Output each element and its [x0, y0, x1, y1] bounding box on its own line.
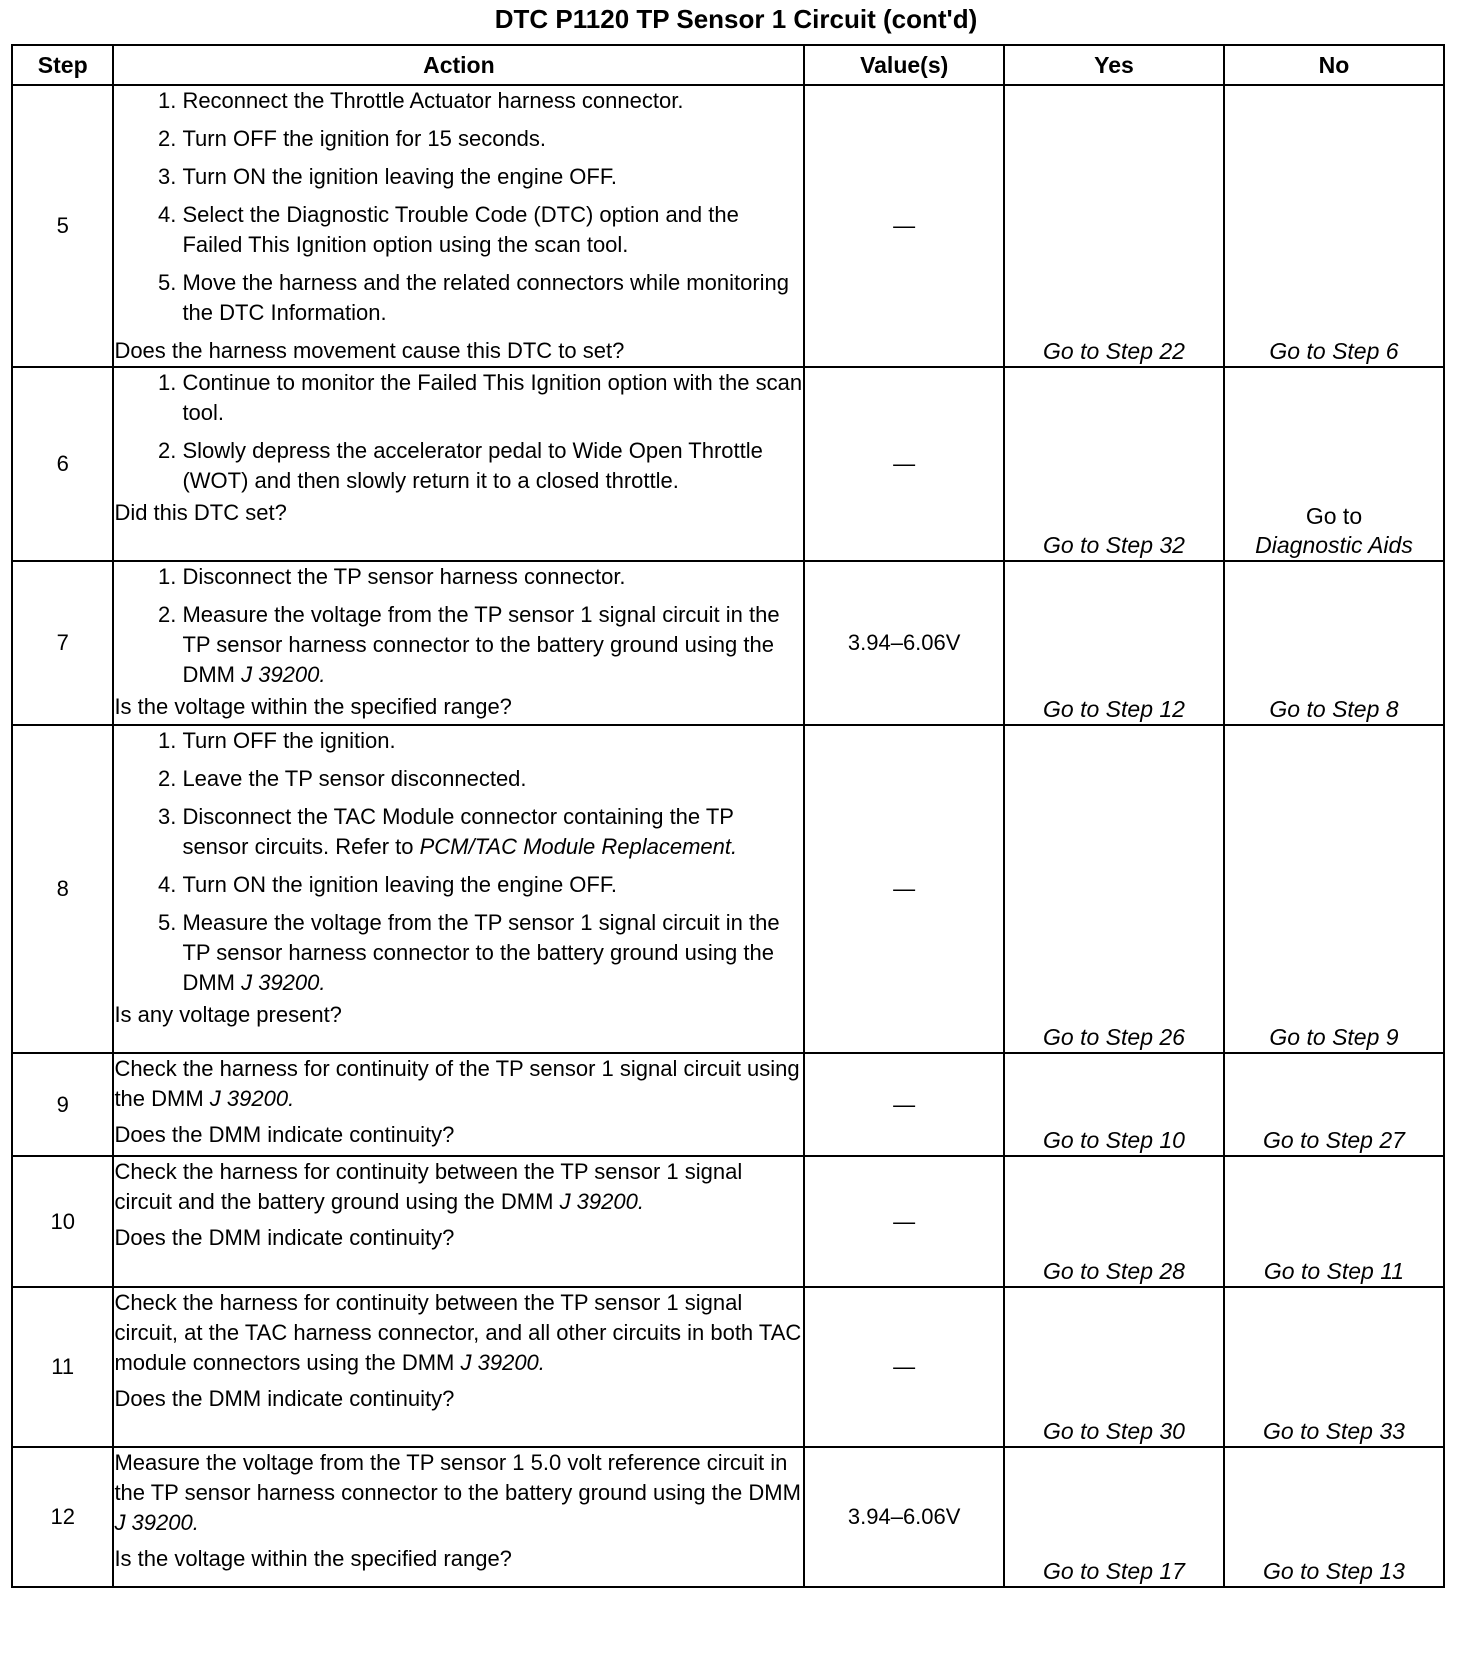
diagnostic-table [11, 44, 1445, 1588]
yes-cell: Go to Step 32 [1004, 367, 1224, 561]
step-number: 12 [12, 1447, 113, 1587]
value-cell: — [804, 85, 1004, 367]
yes-cell: Go to Step 30 [1004, 1287, 1224, 1447]
step-number: 5 [12, 85, 113, 367]
action-text-body: Check the harness for continuity of the TP sensor 1 signal circuit using the DMM [114, 1056, 800, 1111]
yes-cell: Go to Step 17 [1004, 1447, 1224, 1587]
page-title: DTC P1120 TP Sensor 1 Circuit (cont'd) [494, 4, 978, 34]
action-cell [113, 1156, 804, 1287]
no-cell: Go to Step 11 [1224, 1156, 1444, 1287]
yes-cell: Go to Step 22 [1004, 85, 1224, 367]
action-question: Does the harness movement cause this DTC to set? [114, 338, 625, 363]
no-cell-prefix: Go to [1305, 503, 1363, 529]
no-cell-link: Diagnostic Aids [1255, 532, 1413, 558]
action-item [182, 908, 803, 998]
action-text [114, 1054, 803, 1114]
no-cell: Go to Step 27 [1224, 1053, 1444, 1156]
no-cell [1224, 367, 1444, 561]
header-row [12, 45, 1444, 85]
tool-reference: J 39200. [209, 1086, 295, 1111]
tool-reference: J 39200. [460, 1350, 545, 1375]
value-cell: — [804, 1287, 1004, 1447]
action-question: Is the voltage within the specified range? [114, 694, 512, 719]
value-cell: — [804, 367, 1004, 561]
action-question: Does the DMM indicate continuity? [114, 1225, 455, 1250]
step-number: 8 [12, 725, 113, 1053]
action-item: 2. Turn OFF the ignition for 15 seconds. [182, 124, 803, 154]
no-cell: Go to Step 9 [1224, 725, 1444, 1053]
action-item: 1. Continue to monitor the Failed This Ignition option with the scan tool. [182, 368, 803, 428]
step-number: 10 [12, 1156, 113, 1287]
action-item-text: Disconnect the TAC Module connector containing the TP sensor circuits. Refer to [182, 804, 734, 859]
step-number: 11 [12, 1287, 113, 1447]
tool-reference: J 39200. [114, 1510, 199, 1535]
action-item: 1. Reconnect the Throttle Actuator harness connector. [182, 86, 803, 116]
header-values: Value(s) [804, 45, 1004, 85]
no-cell: Go to Step 6 [1224, 85, 1444, 367]
header-action: Action [113, 45, 804, 85]
no-cell: Go to Step 13 [1224, 1447, 1444, 1587]
value-cell: — [804, 725, 1004, 1053]
action-text [114, 1288, 803, 1378]
action-text [114, 1448, 803, 1538]
yes-cell: Go to Step 28 [1004, 1156, 1224, 1287]
no-cell: Go to Step 8 [1224, 561, 1444, 725]
action-item: 3. Turn ON the ignition leaving the engine OFF. [182, 162, 803, 192]
action-cell [113, 85, 804, 367]
action-cell [113, 1287, 804, 1447]
table-row [12, 1287, 1444, 1447]
action-cell [113, 367, 804, 561]
action-text [114, 1157, 803, 1217]
table-row [12, 1053, 1444, 1156]
header-no: No [1224, 45, 1444, 85]
action-text-body: Check the harness for continuity between the TP sensor 1 signal circuit and the battery ground using the DMM [114, 1159, 743, 1214]
action-item: 1. Disconnect the TP sensor harness connector. [182, 562, 803, 592]
no-cell: Go to Step 33 [1224, 1287, 1444, 1447]
header-step: Step [12, 45, 113, 85]
yes-cell: Go to Step 10 [1004, 1053, 1224, 1156]
header-yes: Yes [1004, 45, 1224, 85]
action-question: Does the DMM indicate continuity? [114, 1122, 455, 1147]
procedure-reference: PCM/TAC Module Replacement. [419, 834, 738, 859]
step-number: 6 [12, 367, 113, 561]
tool-reference: J 39200. [241, 970, 326, 995]
action-item: 1. Turn OFF the ignition. [182, 726, 803, 756]
table-row [12, 1447, 1444, 1587]
table-row [12, 561, 1444, 725]
value-cell: 3.94–6.06V [804, 1447, 1004, 1587]
action-item-text: Measure the voltage from the TP sensor 1 signal circuit in the TP sensor harness connector to the battery ground using the DMM [182, 910, 780, 995]
tool-reference: J 39200. [241, 662, 326, 687]
action-text-body: Check the harness for continuity between the TP sensor 1 signal circuit, at the TAC harness connector, and all other circuits in both TAC module connectors using the DMM [114, 1290, 802, 1375]
step-number: 7 [12, 561, 113, 725]
action-item-text: Measure the voltage from the TP sensor 1 signal circuit in the TP sensor harness connector to the battery ground using the DMM [182, 602, 780, 687]
step-number: 9 [12, 1053, 113, 1156]
action-item: 4. Turn ON the ignition leaving the engine OFF. [182, 870, 803, 900]
action-item: 4. Select the Diagnostic Trouble Code (DTC) option and the Failed This Ignition option using the scan tool. [182, 200, 803, 260]
yes-cell: Go to Step 26 [1004, 725, 1224, 1053]
table-row [12, 367, 1444, 561]
action-item [182, 802, 803, 862]
action-cell [113, 1053, 804, 1156]
action-question: Is the voltage within the specified range? [114, 1546, 512, 1571]
action-item: 2. Slowly depress the accelerator pedal to Wide Open Throttle (WOT) and then slowly return it to a closed throttle. [182, 436, 803, 496]
value-cell: — [804, 1156, 1004, 1287]
tool-reference: J 39200. [559, 1189, 644, 1214]
action-question: Does the DMM indicate continuity? [114, 1386, 455, 1411]
action-question: Is any voltage present? [114, 1002, 342, 1027]
table-row [12, 1156, 1444, 1287]
action-text-body: Measure the voltage from the TP sensor 1 5.0 volt reference circuit in the TP sensor harness connector to the battery ground using the DMM [114, 1450, 801, 1505]
action-cell [113, 1447, 804, 1587]
yes-cell: Go to Step 12 [1004, 561, 1224, 725]
action-item: 5. Move the harness and the related connectors while monitoring the DTC Information. [182, 268, 803, 328]
action-cell [113, 725, 804, 1053]
table-row [12, 85, 1444, 367]
table-row [12, 725, 1444, 1053]
action-question: Did this DTC set? [114, 500, 287, 525]
action-item: 2. Leave the TP sensor disconnected. [182, 764, 803, 794]
action-item [182, 600, 803, 690]
value-cell: — [804, 1053, 1004, 1156]
value-cell: 3.94–6.06V [804, 561, 1004, 725]
action-cell [113, 561, 804, 725]
